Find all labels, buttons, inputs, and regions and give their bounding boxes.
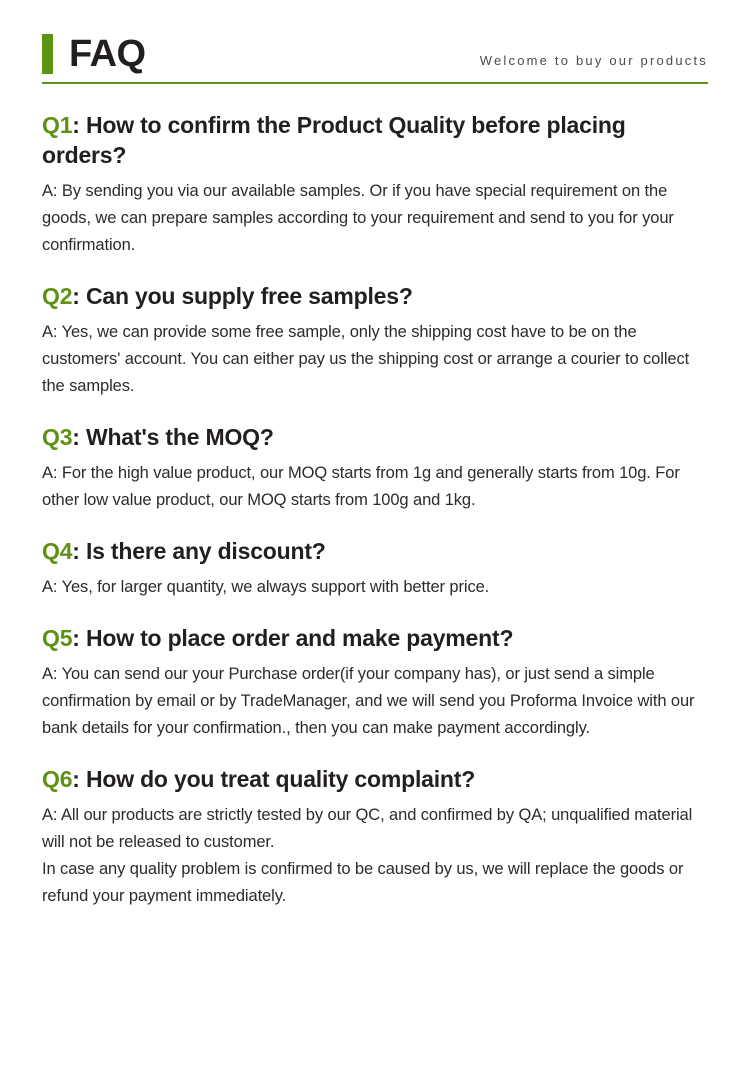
faq-question-label: Q4 bbox=[42, 538, 73, 564]
faq-question-label: Q2 bbox=[42, 283, 73, 309]
faq-question bbox=[42, 422, 708, 452]
faq-question-text: : How to confirm the Product Quality before placing orders? bbox=[42, 112, 626, 168]
header-divider bbox=[42, 82, 708, 84]
page-header bbox=[42, 22, 708, 84]
faq-question-text: : Can you supply free samples? bbox=[72, 283, 413, 309]
faq-item bbox=[42, 764, 708, 910]
faq-question bbox=[42, 764, 708, 794]
faq-question-text: : Is there any discount? bbox=[72, 538, 326, 564]
faq-question-label: Q5 bbox=[42, 625, 73, 651]
header-row bbox=[42, 22, 708, 74]
faq-question bbox=[42, 536, 708, 566]
accent-bar-icon bbox=[42, 34, 53, 74]
faq-item bbox=[42, 536, 708, 601]
faq-item bbox=[42, 422, 708, 514]
faq-item bbox=[42, 281, 708, 400]
faq-answer: A: For the high value product, our MOQ starts from 1g and generally starts from 10g. For other low value product, our MOQ starts from 100g and 1kg. bbox=[42, 464, 680, 509]
faq-answer: A: You can send our your Purchase order(if your company has), or just send a simple confirmation by email or by TradeManager, and we will send you Proforma Invoice with our bank details for your confirmation., then you can make payment accordingly. bbox=[42, 665, 695, 737]
faq-question bbox=[42, 110, 708, 170]
title-group bbox=[42, 34, 146, 74]
faq-question-text: : How do you treat quality complaint? bbox=[72, 766, 476, 792]
page-title: FAQ bbox=[69, 33, 146, 75]
faq-question-text: : How to place order and make payment? bbox=[72, 625, 514, 651]
faq-question-label: Q3 bbox=[42, 424, 73, 450]
faq-answer: A: By sending you via our available samples. Or if you have special requirement on the goods, we can prepare samples according to your requirement and send to you for your confirmation. bbox=[42, 182, 674, 254]
faq-question-label: Q1 bbox=[42, 112, 73, 138]
faq-answer: A: Yes, we can provide some free sample, only the shipping cost have to be on the customers' account. You can either pay us the shipping cost or arrange a courier to collect the samples. bbox=[42, 323, 690, 395]
faq-answer: A: All our products are strictly tested by our QC, and confirmed by QA; unqualified material will not be released to customer. bbox=[42, 806, 693, 851]
faq-item bbox=[42, 110, 708, 259]
faq-list bbox=[42, 110, 708, 910]
faq-question bbox=[42, 623, 708, 653]
faq-question bbox=[42, 281, 708, 311]
header-tagline: Welcome to buy our products bbox=[479, 53, 708, 68]
faq-answer: In case any quality problem is confirmed to be caused by us, we will replace the goods or refund your payment immediately. bbox=[42, 860, 684, 905]
faq-question-text: : What's the MOQ? bbox=[72, 424, 274, 450]
faq-item bbox=[42, 623, 708, 742]
faq-question-label: Q6 bbox=[42, 766, 73, 792]
faq-answer: A: Yes, for larger quantity, we always support with better price. bbox=[42, 578, 490, 596]
